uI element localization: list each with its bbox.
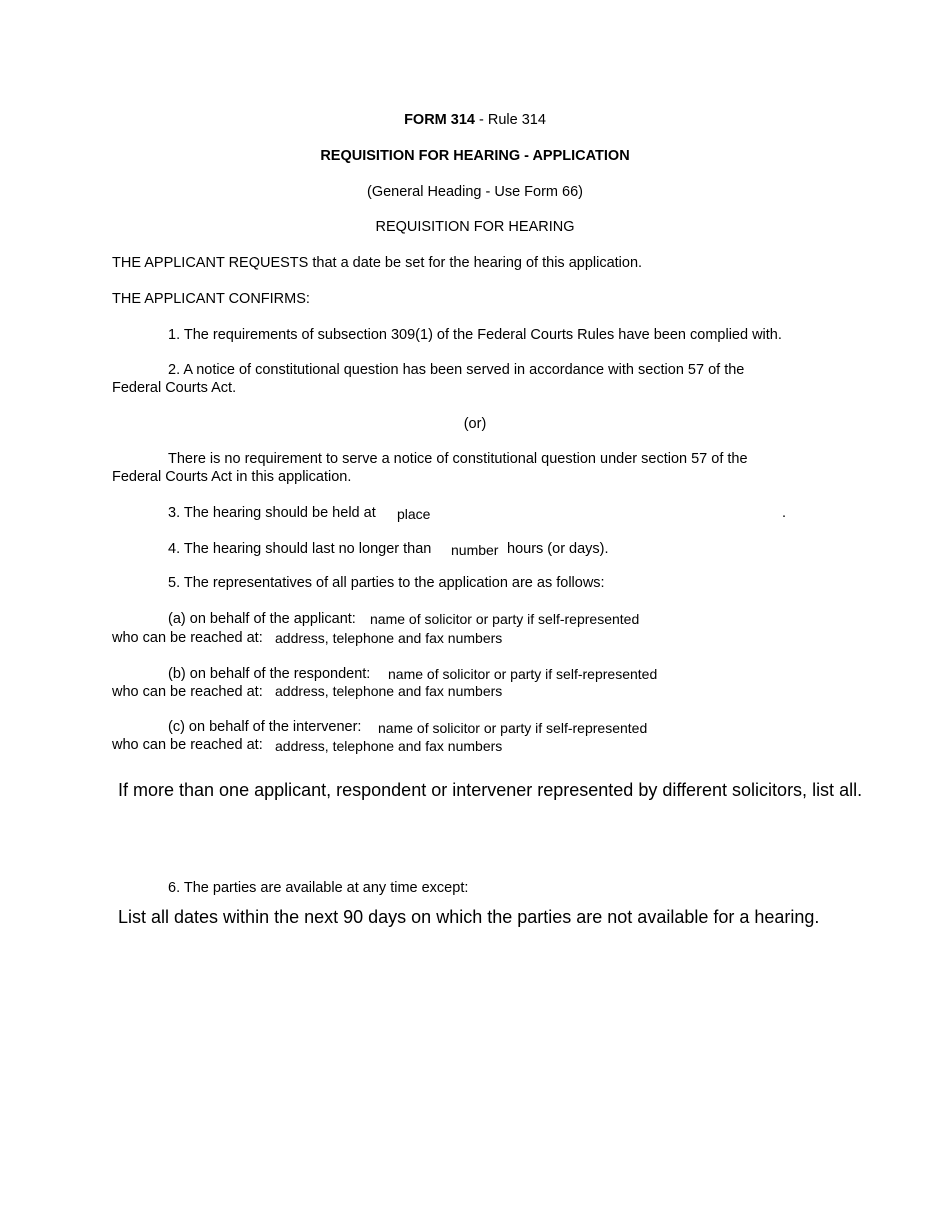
item-4-label: 4. The hearing should last no longer than [168, 541, 432, 557]
item-3-period: . [782, 505, 787, 521]
intervener-reached-label: who can be reached at: [112, 737, 263, 753]
requests-paragraph: THE APPLICANT REQUESTS that a date be set for the hearing of this application. [112, 255, 643, 271]
respondent-reached-label: who can be reached at: [112, 684, 263, 700]
item-1: 1. The requirements of subsection 309(1) of the Federal Courts Rules have been complied with. [168, 327, 782, 343]
item-6: 6. The parties are available at any time except: [168, 880, 469, 896]
applicant-reached-label: who can be reached at: [112, 630, 263, 646]
item-4-unit: hours (or days). [507, 541, 609, 557]
item-2-line-2: Federal Courts Act. [112, 380, 237, 396]
applicant-label: (a) on behalf of the applicant: [168, 611, 356, 627]
applicant-name-field[interactable]: name of solicitor or party if self-represented [370, 611, 640, 627]
unavailable-dates-note[interactable]: List all dates within the next 90 days on which the parties are not available for a hearing. [118, 907, 820, 927]
item-5: 5. The representatives of all parties to the application are as follows: [168, 575, 605, 591]
form-title: REQUISITION FOR HEARING - APPLICATION [320, 148, 630, 164]
confirms-heading: THE APPLICANT CONFIRMS: [112, 291, 310, 307]
form-number: FORM 314 [404, 112, 475, 128]
no-requirement-line-2: Federal Courts Act in this application. [112, 469, 352, 485]
form-subtitle: REQUISITION FOR HEARING [375, 219, 575, 235]
intervener-label: (c) on behalf of the intervener: [168, 719, 362, 735]
respondent-address-field[interactable]: address, telephone and fax numbers [275, 683, 503, 699]
item-3-label: 3. The hearing should be held at [168, 505, 376, 521]
respondent-label: (b) on behalf of the respondent: [168, 666, 371, 682]
respondent-name-field[interactable]: name of solicitor or party if self-represented [388, 666, 658, 682]
place-field[interactable]: place [397, 506, 431, 522]
item-2-line-1: 2. A notice of constitutional question has been served in accordance with section 57 of the [168, 362, 745, 378]
intervener-name-field[interactable]: name of solicitor or party if self-represented [378, 720, 648, 736]
no-requirement-line-1: There is no requirement to serve a notice of constitutional question under section 57 of the [168, 451, 748, 467]
multiple-parties-note[interactable]: If more than one applicant, respondent or intervener represented by different solicitors, list all. [118, 780, 863, 800]
form-number-line [0, 111, 950, 129]
general-heading: (General Heading - Use Form 66) [367, 184, 583, 200]
intervener-address-field[interactable]: address, telephone and fax numbers [275, 738, 503, 754]
or-separator: (or) [463, 416, 487, 432]
number-field[interactable]: number [451, 542, 499, 558]
form-rule: - Rule 314 [479, 112, 546, 128]
applicant-address-field[interactable]: address, telephone and fax numbers [275, 630, 503, 646]
